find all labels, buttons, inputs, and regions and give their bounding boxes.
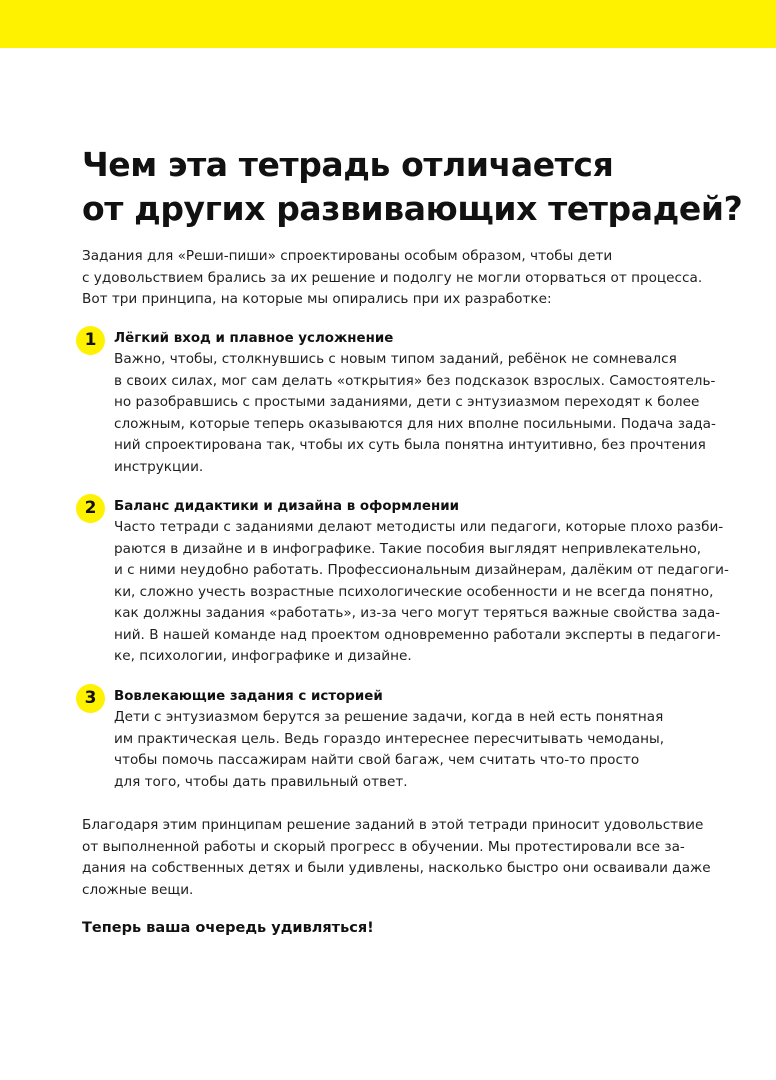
number-badge: 2 [76, 494, 105, 523]
number-badge: 3 [76, 684, 105, 713]
heading-line: Чем эта тетрадь отличается [82, 145, 614, 184]
intro-line: Задания для «Реши-пиши» спроектированы особым образом, чтобы дети [82, 248, 613, 264]
principle-line: ки, сложно учесть возрастные психологические особенности и не всегда понятно, [114, 583, 714, 600]
closing-line: сложные вещи. [82, 881, 194, 898]
intro-line: с удовольствием брались за их решение и подолгу не могли оторваться от процесса. [82, 269, 703, 286]
number-badge: 1 [76, 326, 105, 355]
principle-line: в своих силах, мог сам делать «открытия» без подсказок взрослых. Самостоятель- [114, 372, 716, 389]
heading-line: от других развивающих тетрадей? [82, 189, 743, 228]
principle-line: ний спроектирована так, чтобы их суть была понятна интуитивно, без прочтения [114, 437, 706, 453]
closing-line: Благодаря этим принципам решение заданий в этой тетради приносит удовольствие [82, 817, 704, 833]
principle-line: чтобы помочь пассажирам найти свой багаж, чем считать что-то просто [114, 752, 640, 768]
page-heading [82, 143, 742, 231]
principle-line: Дети с энтузиазмом берутся за решение задачи, когда в ней есть понятная [114, 709, 664, 725]
principle-title: Лёгкий вход и плавное усложнение [114, 331, 394, 346]
principle-text [114, 517, 729, 668]
final-callout: Теперь ваша очередь удивляться! [82, 920, 374, 936]
intro-paragraph [82, 246, 702, 311]
principle-line: инструкции. [114, 458, 204, 475]
principle-line: раются в дизайне и в инфографике. Такие пособия выглядят непривлекательно, [114, 540, 702, 557]
principle-line: Часто тетради с заданиями делают методисты или педагоги, которые плохо разби- [114, 519, 724, 535]
closing-line: дания на собственных детях и были удивлены, насколько быстро они осваивали даже [82, 860, 711, 876]
principle-line: как должны задания «работать», из-за чего могут теряться важные свойства зада- [114, 605, 721, 621]
principle-title: Баланс дидактики и дизайна в оформлении [114, 499, 459, 514]
principle-line: сложным, которые теперь оказываются для них вполне посильными. Подача зада- [114, 415, 716, 432]
intro-line: Вот три принципа, на которые мы опирались при их разработке: [82, 291, 552, 307]
top-color-band [0, 0, 776, 48]
principle-line: ке, психологии, инфографике и дизайне. [114, 648, 412, 664]
principle-line: им практическая цель. Ведь гораздо интереснее пересчитывать чемоданы, [114, 730, 665, 747]
principle-line: и с ними неудобно работать. Профессиональным дизайнерам, далёким от педагоги- [114, 562, 729, 578]
principle-text [114, 707, 706, 793]
closing-line: от выполненной работы и скорый прогресс в обучении. Мы протестировали все за- [82, 838, 685, 855]
principle-title: Вовлекающие задания с историей [114, 689, 383, 704]
principle-text [114, 349, 716, 478]
principle-line: для того, чтобы дать правильный ответ. [114, 773, 408, 790]
principle-line: Важно, чтобы, столкнувшись с новым типом заданий, ребёнок не сомневался [114, 351, 677, 367]
principle-line: ний. В нашей команде над проектом одновременно работали эксперты в педагоги- [114, 626, 721, 643]
closing-paragraph [82, 815, 711, 901]
principle-line: но разобравшись с простыми заданиями, дети с энтузиазмом переходят к более [114, 394, 700, 410]
